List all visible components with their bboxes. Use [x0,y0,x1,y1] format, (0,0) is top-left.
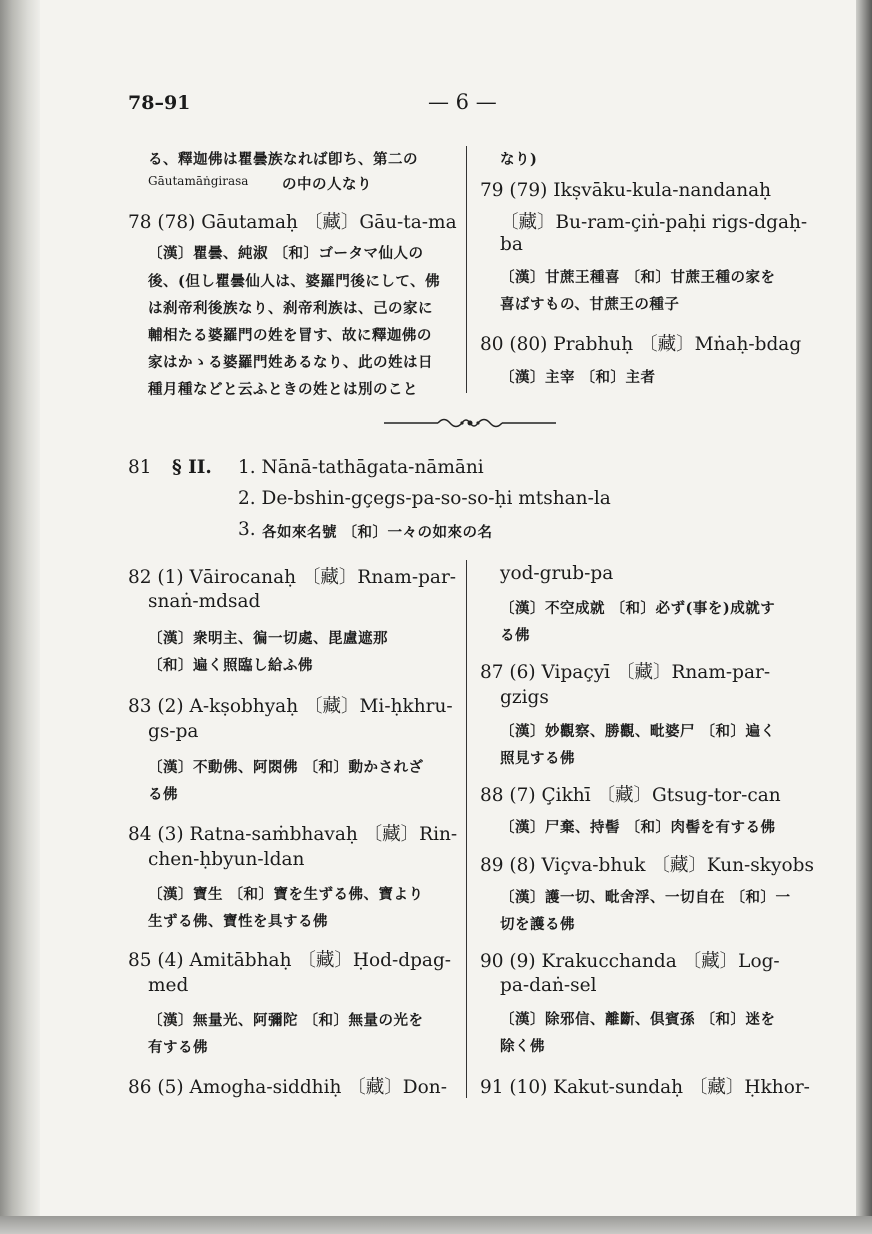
column-divider-top [466,146,467,393]
entry-86-heading: 86 (5) Amogha-siddhiḥ 〔藏〕Don- [128,1077,447,1098]
entry-87-heading: 87 (6) Vipaçyī 〔藏〕Rnam-par- [480,662,771,683]
entry-84-heading-cont: chen-ḥbyun-ldan [148,849,305,870]
entry-87-line: 照見する佛 [500,750,575,767]
entry-84-heading: 84 (3) Ratna-saṁbhavaḥ 〔藏〕Rin- [128,824,458,845]
entry-82-heading: 82 (1) Vāirocanaḥ 〔藏〕Rnam-par- [128,567,457,588]
entry-78-line: は刹帝利後族なり、刹帝利族は、己の家に [148,300,433,317]
ornamental-rule [384,414,556,432]
entry-82-line: 〔和〕遍く照臨し給ふ佛 [148,657,313,674]
entry-86-line: 〔漢〕不空成就 〔和〕必ず(事を)成就す [500,600,776,617]
continued-text-line: る、釋迦佛は瞿曇族なれば卽ち、第二の [148,151,418,168]
entry-87-heading-cont: gzigs [500,687,549,708]
entry-90-line: 〔漢〕除邪信、離斷、倶賓孫 〔和〕迷を [500,1011,776,1028]
entry-79-tibetan: 〔藏〕Bu-ram-çiṅ-paḥi rigs-dgaḥ- [500,212,808,233]
entry-84-line: 生ずる佛、寶性を具する佛 [148,913,328,930]
entry-85-heading: 85 (4) Amitābhaḥ 〔藏〕Ḥod-dpag- [128,950,452,971]
entry-90-line: 除く佛 [500,1038,545,1055]
entry-86-line: る佛 [500,627,530,644]
entry-90-heading-cont: pa-daṅ-sel [500,975,597,996]
page-spine-shadow [0,0,40,1216]
entry-85-line: 有する佛 [148,1039,208,1056]
entry-79-line: 喜ばすもの、甘蔗王の種子 [500,296,680,313]
entry-91-heading: 91 (10) Kakut-sundaḥ 〔藏〕Ḥkhor- [480,1077,810,1098]
entry-79-heading: 79 (79) Ikṣvāku-kula-nandanaḥ [480,180,772,201]
entry-78-line: 後、(但し瞿曇仙人は、婆羅門後にして、佛 [148,273,441,290]
entry-78-line: 家はかゝる婆羅門姓あるなり、此の姓は日 [148,354,433,371]
entry-83-line: る佛 [148,786,178,803]
entry-87-line: 〔漢〕妙觀察、勝觀、毗婆尸 〔和〕遍く [500,723,776,740]
continued-text-line: の中の人なり [282,176,372,193]
section-title-2: 2. De-bshin-gçegs-pa-so-so-ḥi mtshan-la [238,488,611,509]
entry-80-line: 〔漢〕主宰 〔和〕主者 [500,369,656,386]
entry-83-heading-cont: gs-pa [148,721,199,742]
section-sign: § II. [172,457,212,478]
continued-text-roman: Gāutamāṅgirasa [148,174,249,188]
section-entry-number: 81 [128,457,152,478]
right-page-edge [856,0,872,1234]
entry-78-line: 輔相たる婆羅門の姓を冒す、故に釋迦佛の [148,327,432,344]
entry-79-line: 〔漢〕甘蔗王種喜 〔和〕甘蔗王種の家を [500,269,776,286]
entry-range: 78–91 [128,92,191,114]
entry-80-heading: 80 (80) Prabhuḥ 〔藏〕Mṅaḥ-bdag [480,334,802,355]
entry-78-heading: 78 (78) Gāutamaḥ 〔藏〕Gāu-ta-ma [128,212,457,233]
entry-82-line: 〔漢〕衆明主、徧一切處、毘盧遮那 [148,630,388,647]
entry-82-heading-cont: snaṅ-mdsad [148,591,261,612]
page-number: — 6 — [428,90,497,114]
entry-79-tibetan: ba [500,234,523,255]
entry-86-heading-cont: yod-grub-pa [500,563,614,584]
entry-88-heading: 88 (7) Çikhī 〔藏〕Gtsug-tor-can [480,785,781,806]
entry-83-line: 〔漢〕不動佛、阿閦佛 〔和〕動かされざ [148,759,424,776]
bottom-page-edge [0,1216,872,1234]
entry-89-line: 切を護る佛 [500,916,575,933]
entry-90-heading: 90 (9) Krakucchanda 〔藏〕Log- [480,951,780,972]
section-title-3-number: 3. [238,519,256,540]
entry-83-heading: 83 (2) A-kṣobhyaḥ 〔藏〕Mi-ḥkhru- [128,696,453,717]
entry-85-heading-cont: med [148,975,189,996]
entry-88-line: 〔漢〕尸棄、持髻 〔和〕肉髻を有する佛 [500,819,776,836]
column-divider-bottom [466,560,467,1098]
continued-text-line: なり) [500,151,538,168]
section-title-3: 各如來名號 〔和〕一々の如來の名 [262,524,493,541]
entry-84-line: 〔漢〕寶生 〔和〕寶を生ずる佛、寶より [148,886,424,903]
entry-89-heading: 89 (8) Viçva-bhuk 〔藏〕Kun-skyobs [480,855,814,876]
entry-78-line: 〔漢〕瞿曇、純淑 〔和〕ゴータマ仙人の [148,245,424,262]
entry-89-line: 〔漢〕護一切、毗舍浮、一切自在 〔和〕一 [500,889,791,906]
entry-85-line: 〔漢〕無量光、阿彌陀 〔和〕無量の光を [148,1012,424,1029]
entry-78-line: 種月種などと云ふときの姓とは別のこと [148,381,418,398]
section-title-1: 1. Nānā-tathāgata-nāmāni [238,457,484,478]
